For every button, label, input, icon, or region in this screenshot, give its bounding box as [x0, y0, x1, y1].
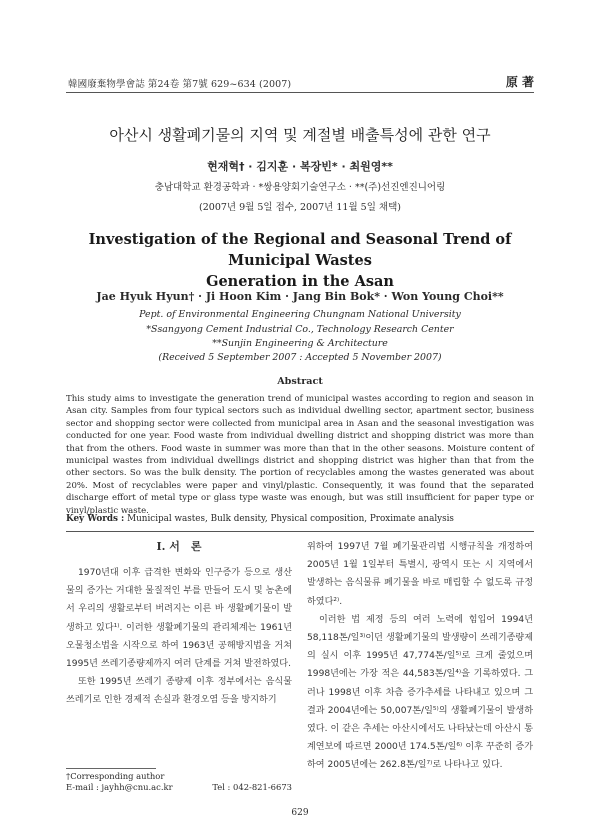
keywords: [66, 514, 534, 524]
authors-english: Jae Hyuk Hyun† · Ji Hoon Kim · Jang Bin Bok* · Won Young Choi**: [96, 290, 504, 303]
footnote-rule: [66, 768, 156, 769]
dates-english: (Received 5 September 2007 : Accepted 5 November 2007): [158, 352, 442, 363]
header-rule: [66, 92, 534, 93]
abstract-body: This study aims to investigate the generation trend of municipal wastes according to region and season in Asan city. Samples from four typical sectors such as individual dwelling sector, apartment sector, business sector and shopping sector were collected from municipal area in Asan and the seasonal investigation was conducted for one year. Food waste from individual dwelling district and shopping district was more than that from the others. Food waste in summer was more than that in the other seasons. Moisture content of municipal wastes from individual dwellings district and shopping district was higher than that from the other sectors. So was the bulk density. The portion of recyclables among the wastes generated was about 20%. Most of recyclables were paper and vinyl/plastic. Consequently, it was found that the separated discharge effort of metal type or glass type waste was enough, but was still insufficient for paper type or vinyl/plastic waste.: [66, 394, 534, 516]
authors-korean: 현재혁† · 김지훈 · 복장빈* · 최원영**: [207, 160, 393, 173]
dates-korean: (2007년 9월 5일 접수, 2007년 11월 5일 채택): [199, 202, 401, 213]
body-paragraph: 1970년대 이후 급격한 변화와 인구증가 등으로 생산물의 증가는 거대한 물질적인 부를 만들어 도시 및 농촌에서 우리의 생활로부터 버려지는 이른 바 생활폐기물이 발생하고 있다¹⁾. 이러한 생활폐기물의 관리체계는 1961년 오물청소법을 시작으로 하여 1963년 공해방지법을 거쳐 1995년 쓰레기종량제까지 여러 단계를 거쳐 발전하였다.: [66, 568, 292, 670]
body-column-right: [307, 538, 533, 775]
section-mark: 原 著: [505, 75, 534, 89]
body-column-left: [66, 538, 292, 710]
abstract-heading: Abstract: [277, 376, 323, 387]
footnote: [66, 771, 292, 793]
body-paragraph: 위하여 1997년 7월 폐기물관리법 시행규칙을 개정하여 2005년 1월 1일부터 특별시, 광역시 또는 시 지역에서 발생하는 음식물류 폐기물을 바로 매립할 수 없도록 규정하였다²⁾.: [307, 542, 533, 607]
title-english-line-2: Generation in the Asan: [206, 273, 394, 290]
affiliation-english-line: Pept. of Environmental Engineering Chungnam National University: [139, 309, 461, 320]
title-english: [66, 229, 534, 292]
corresponding-author-note: †Corresponding author: [66, 771, 165, 781]
title-english-line-1: Investigation of the Regional and Seasonal Trend of Municipal Wastes: [88, 231, 512, 269]
keywords-text: Municipal wastes, Bulk density, Physical composition, Proximate analysis: [127, 514, 454, 524]
corresponding-tel: Tel : 042-821-6673: [212, 782, 292, 792]
affiliation-english-line: **Sunjin Engineering & Architecture: [212, 338, 388, 349]
title-korean: 아산시 생활폐기물의 지역 및 계절별 배출특성에 관한 연구: [109, 126, 491, 144]
body-paragraph: 이러한 법 제정 등의 여러 노력에 힘입어 1994년 58,118톤/일³⁾이던 생활폐기물의 발생량이 쓰레기종량제의 실시 이후 1995년 47,774톤/일⁵⁾로 크게 줄었으며 1998년에는 가장 적은 44,583톤/일⁴⁾을 기록하였다. 그러나 1998년 이후 차츰 증가추세를 나타내고 있으며 그 결과 2004년에는 50,007톤/일⁵⁾의 생활폐기물이 발생하였다. 이 같은 추세는 아산시에서도 나타났는데 아산시 통계연보에 따르면 2000년 174.5톤/일⁶⁾ 이후 꾸준히 증가하여 2005년에는 262.8톤/일⁷⁾로 나타나고 있다.: [307, 614, 533, 771]
affiliation-english-line: *Ssangyong Cement Industrial Co., Technology Research Center: [146, 323, 454, 335]
keywords-label: Key Words :: [66, 514, 125, 524]
affiliation-english: [66, 308, 534, 352]
corresponding-email: E-mail : jayhh@cnu.ac.kr: [66, 782, 173, 792]
body-paragraph: 또한 1995년 쓰레기 종량제 이후 정부에서는 음식물쓰레기로 인한 경제적 손실과 환경오염 등을 방지하기: [66, 677, 292, 706]
affiliation-korean: 충남대학교 환경공학과 · *쌍용양회기술연구소 · **(주)선진엔진니어링: [154, 182, 446, 193]
journal-running-header: 韓國廢棄物學會誌 第24卷 第7號 629~634 (2007): [68, 79, 292, 90]
keywords-rule: [66, 531, 534, 532]
page-number: 629: [291, 808, 309, 818]
section-heading-introduction: I. 서 론: [156, 540, 202, 553]
